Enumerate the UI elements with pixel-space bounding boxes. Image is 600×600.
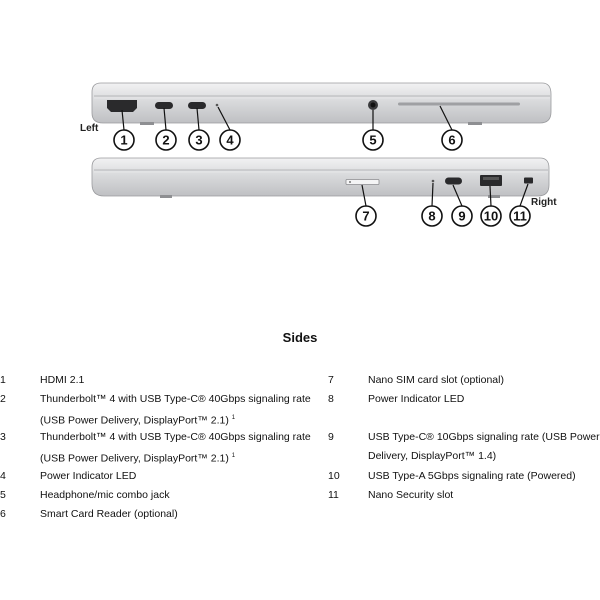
right-foot-back [160,195,172,198]
callout-number: 8 [428,208,436,224]
item-desc-line: USB Type-A 5Gbps signaling rate (Powered) [368,470,576,482]
item-description [368,428,600,466]
item-number: 9 [328,431,334,443]
item-desc-line: Smart Card Reader (optional) [40,508,178,520]
item-number: 4 [0,470,6,482]
item-desc-line: (USB Power Delivery, DisplayPort™ 2.1) $^1$ [40,414,236,427]
callout-number: 5 [369,132,377,148]
item-number: 11 [328,489,339,501]
item-description [368,486,453,505]
item-number: 5 [0,489,6,501]
left-foot-back [468,122,482,125]
item-number: 10 [328,470,340,482]
item-desc-line: Thunderbolt™ 4 with USB Type-C® 40Gbps signaling rate [40,431,311,443]
item-desc-line: USB Type-C® 10Gbps signaling rate (USB Power [368,431,600,443]
smart-card-slot [398,103,520,106]
usb-a-port [480,175,502,186]
item-description [40,505,178,524]
callout-number: 10 [483,208,499,224]
callout-number: 3 [195,132,203,148]
thunderbolt-port-1 [155,102,173,109]
callout-number: 6 [448,132,456,148]
item-number: 8 [328,393,334,405]
item-description [40,486,170,505]
right-foot-front [488,195,500,198]
item-number: 1 [0,374,6,386]
item-description [40,371,84,390]
item-desc-line: HDMI 2.1 [40,374,85,386]
item-number: 3 [0,431,6,443]
item-number: 7 [328,374,334,386]
right-side-label: Right [531,197,557,208]
callout-number: 7 [362,208,370,224]
security-slot [524,178,533,184]
power-led-left [216,104,219,107]
thunderbolt-port-2 [188,102,206,109]
power-led-right [432,180,435,183]
item-desc-line: (USB Power Delivery, DisplayPort™ 2.1) $^1$ [40,452,236,465]
item-desc-line: Power Indicator LED [40,470,137,482]
usb-c-port [445,178,462,185]
item-description [40,467,136,486]
section-title: Sides [282,330,318,345]
right-side-view [92,158,557,208]
item-description [368,371,504,390]
item-description [40,390,311,431]
callout-number: 1 [120,132,128,148]
item-description [40,428,311,469]
item-number: 2 [0,393,6,405]
item-desc-line: Nano Security slot [368,489,454,501]
item-description [368,390,464,409]
callout-number: 4 [226,132,234,148]
left-side-view [80,83,551,134]
callout-number: 2 [162,132,170,148]
callout-number: 11 [513,208,527,224]
item-description [368,467,576,486]
callout-number: 9 [458,208,466,224]
item-desc-line: Nano SIM card slot (optional) [368,374,504,386]
left-foot-front [140,122,154,125]
item-number: 6 [0,508,6,520]
item-desc-line: Thunderbolt™ 4 with USB Type-C® 40Gbps signaling rate [40,393,311,405]
item-desc-line: Delivery, DisplayPort™ 1.4) [368,450,497,462]
left-side-label: Left [80,123,99,134]
item-desc-line: Headphone/mic combo jack [40,489,170,501]
item-desc-line: Power Indicator LED [368,393,465,405]
